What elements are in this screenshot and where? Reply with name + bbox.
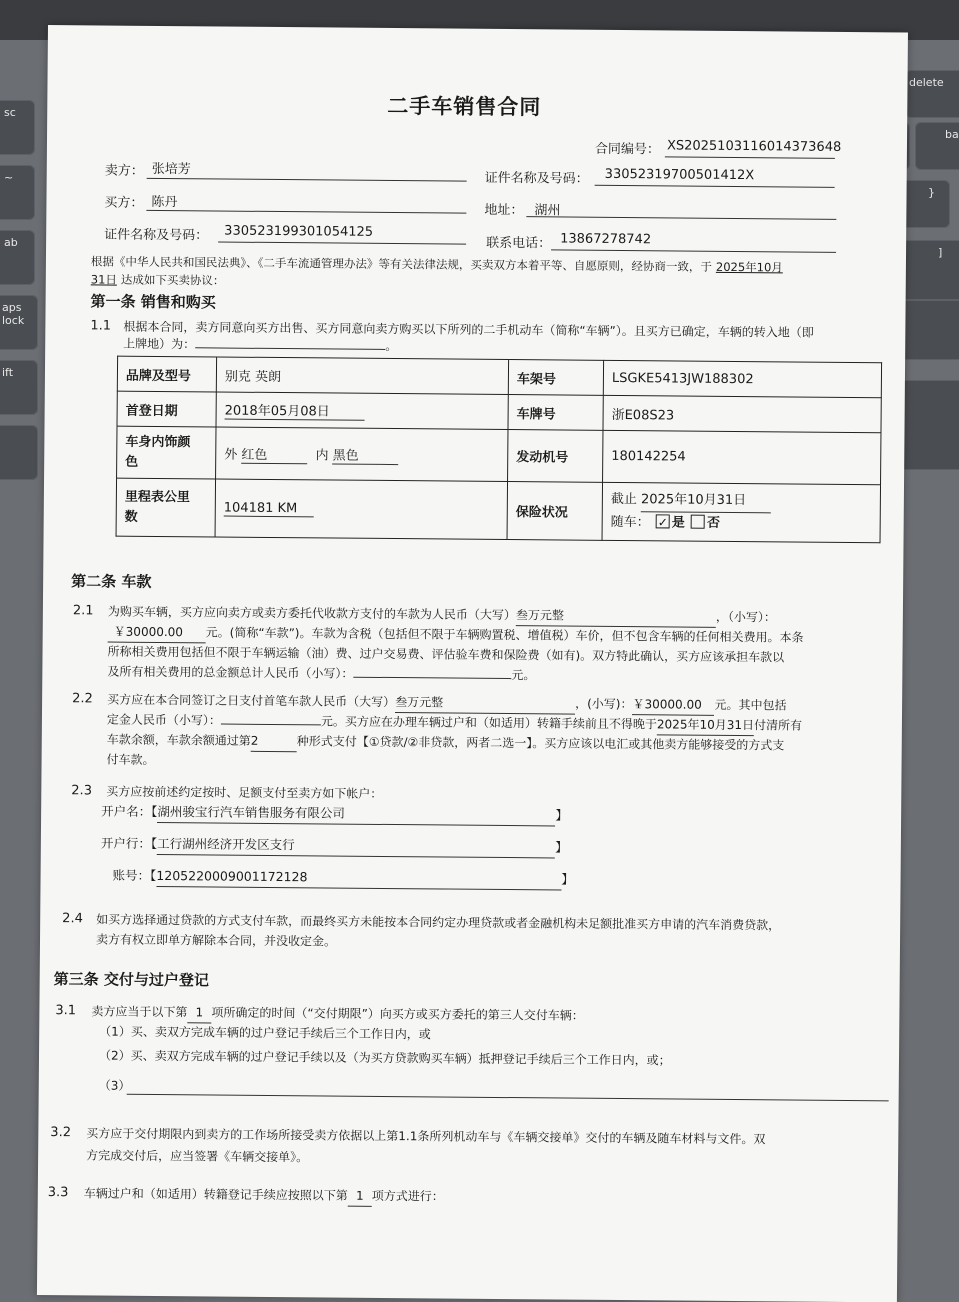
- account-bank: 工行湖州经济开发区支行: [157, 834, 555, 858]
- section-3-2-line-2: 方完成交付后，应当签署《车辆交接单》。: [86, 1148, 309, 1165]
- intro-text: 根据《中华人民共和国民法典》、《二手车流通管理办法》等有关法律法规，买卖双方本着平等、自愿原则，经协商一致，于 2025年10月: [90, 254, 783, 275]
- key-tab: ab: [0, 230, 35, 285]
- buyer-underline: [146, 210, 466, 214]
- section-2-2-line-2: 定金人民币（小写）： 元。买方应在办理车辆过户和（如适用）转籍手续前且不得晚于2025年10月31日付清所有: [107, 710, 802, 737]
- article-1-title: 第一条 销售和购买: [90, 292, 216, 312]
- color-cell: [216, 427, 508, 482]
- section-2-3-line-1: 买方应按前述约定按时、足额支付至卖方如下帐户：: [106, 784, 383, 801]
- reg-date-cell: [216, 392, 508, 430]
- section-3-2-line-1: 买方应于交付期限内到卖方的工作场所接受卖方依据以上第1.1条所列机动车与《车辆交接单》交付的车辆及随车材料与文件。双: [86, 1126, 766, 1147]
- insurance-no-checkbox[interactable]: [691, 515, 705, 529]
- buyer-label: 买方：: [104, 195, 144, 211]
- address-underline: [526, 216, 836, 220]
- table-row: [117, 426, 881, 485]
- vin-value: LSGKE5413JW188302: [603, 360, 881, 397]
- seller-name: 张培芳: [151, 161, 191, 178]
- insurance-cell: 截止 2025年10月31日 随车： ✓ 是 否: [602, 482, 880, 542]
- section-2-1-line-3: 所称相关费用包括但不限于车辆运输（油）费、过户交易费、评估验车费和保险费（如有)。双方特此确认，买方应该承担车款以: [107, 644, 785, 665]
- section-3-2-number: 3.2: [50, 1125, 72, 1141]
- buyer-id-label: 证件名称及号码：: [104, 227, 209, 244]
- contract-title: 二手车销售合同: [387, 93, 542, 120]
- reg-date-label: 首登日期: [117, 391, 216, 427]
- buyer-id-underline: [218, 241, 466, 244]
- key-caps-lock: aps lock: [0, 295, 38, 350]
- odometer-cell: [215, 479, 507, 540]
- section-2-2-line-4: 付车款。: [106, 752, 155, 767]
- contract-no-underline: [665, 156, 835, 158]
- seller-underline: [147, 178, 467, 182]
- contract-no: XS2025103116014373648: [666, 138, 842, 155]
- seller-id: 33052319700501412X: [604, 166, 755, 184]
- buyer-phone: 13867278742: [560, 231, 652, 248]
- buyer-id: 330523199301054125: [224, 223, 374, 240]
- insurance-yes-checkbox[interactable]: [656, 514, 670, 528]
- option-3-underline: [127, 1094, 889, 1102]
- key-brace: }: [880, 180, 950, 228]
- key-ctrl: [0, 425, 38, 480]
- article-2-title: 第二条 车款: [71, 572, 152, 591]
- section-2-1-number: 2.1: [72, 603, 94, 619]
- section-2-1-line-1: 为购买车辆，买方应向卖方或卖方委托代收款方支付的车款为人民币（大写）叁万元整 ，（小写）：: [108, 602, 776, 629]
- odometer-label: 里程表公里 数: [116, 478, 216, 537]
- key-esc: sc: [0, 100, 35, 155]
- account-bank-row: 开户行：【工行湖州经济开发区支行 】: [101, 833, 568, 858]
- section-2-4-line-1: 如买方选择通过贷款的方式支付车款，而最终买方未能按本合同约定办理贷款或者金融机构未足额批准买方申请的汽车消费贷款，: [96, 912, 781, 933]
- section-3-3-number: 3.3: [47, 1185, 69, 1201]
- key-bracket: ]: [890, 240, 959, 300]
- engine-label: 发动机号: [508, 430, 603, 483]
- exterior-label: 外: [224, 447, 238, 463]
- exterior-color: 红色: [241, 443, 307, 464]
- seller-id-underline: [595, 185, 835, 188]
- account-name: 湖州骏宝行汽车销售服务有限公司: [157, 802, 555, 826]
- section-2-2-line-1: 买方应在本合同签订之日支付首笔车款人民币（大写）叁万元整 ，(小写)：￥30000.00 元。其中包括: [107, 690, 787, 717]
- section-3-1-option-3: （3）: [98, 1078, 131, 1093]
- account-number: 1205220009001172128: [156, 866, 561, 891]
- key-delete: delete: [905, 70, 959, 118]
- engine-value: 180142254: [603, 430, 881, 484]
- section-1-1-text: 根据本合同，卖方同意向买方出售、买方同意向卖方购买以下所列的二手机动车（简称“车辆”）。且买方已确定，车辆的转入地（即: [123, 319, 814, 340]
- section-2-2-number: 2.2: [72, 691, 93, 707]
- account-number-row: 账号：【1205220009001172128 】: [112, 866, 573, 891]
- account-name-row: 开户名：【湖州骏宝行汽车销售服务有限公司 】: [101, 801, 568, 826]
- vehicle-info-table: [116, 356, 883, 544]
- section-3-1-option-1: （1）买、卖双方完成车辆的过户登记手续后三个工作日内，或: [99, 1024, 431, 1042]
- section-2-2-line-3: 车款余额，车款余额通过第2 种形式支付【①贷款/②非贷款，两者二选一】。买方应该以电汇或其他卖方能够接受的方式支: [106, 732, 785, 753]
- color-label: 车身内饰颜 色: [117, 426, 216, 479]
- interior-color: 黑色: [333, 444, 399, 465]
- buyer-address: 湖州: [534, 203, 561, 219]
- section-2-1-line-4: 及所有相关费用的总金额总计人民币（小写）： 元。: [107, 664, 536, 683]
- section-1-1-text-2: 上牌地）为： 。: [123, 336, 398, 354]
- key-tilde: ~: [0, 165, 35, 220]
- article-3-title: 第三条 交付与过户登记: [53, 970, 209, 990]
- odometer-value: 104181 KM: [224, 500, 314, 517]
- interior-label: 内: [315, 447, 329, 463]
- section-2-1-line-2: ￥30000.00 元。(简称“车款”)。车款为含税（包括但不限于车辆购置税、增值税）车价，但不包含车辆的任何相关费用。本条: [108, 622, 804, 649]
- contract-no-label: 合同编号：: [594, 141, 661, 158]
- section-3-1-option-2: （2）买、卖双方完成车辆的过户登记手续以及（为买方贷款购买车辆）抵押登记手续后三个工作日内，或；: [98, 1048, 671, 1068]
- table-row: [116, 478, 880, 543]
- insurance-until: 2025年10月31日: [641, 489, 771, 513]
- section-3-1-line-1: 卖方应当于以下第 1 项所确定的时间（“交付期限”）向买方或买方委托的第三人交付车辆：: [91, 1001, 584, 1026]
- brand-label: 品牌及型号: [117, 356, 216, 392]
- section-3-1-number: 3.1: [55, 1003, 77, 1019]
- insurance-label: 保险状况: [507, 482, 603, 541]
- section-2-4-number: 2.4: [62, 911, 83, 927]
- address-label: 地址：: [484, 202, 524, 219]
- section-2-3-number: 2.3: [71, 783, 93, 799]
- key-shift: ift: [0, 360, 38, 415]
- phone-label: 联系电话：: [486, 235, 552, 252]
- reg-date-value: 2018年05月08日: [225, 400, 365, 421]
- key-backspace: ba: [915, 122, 959, 170]
- contract-paper: [37, 25, 908, 1302]
- seller-label: 卖方：: [104, 163, 144, 179]
- phone-underline: [551, 249, 836, 252]
- buyer-name: 陈丹: [151, 194, 178, 211]
- section-1-1-number: 1.1: [90, 318, 112, 334]
- vin-label: 车架号: [508, 360, 603, 396]
- section-2-4-line-2: 卖方有权立即单方解除本合同，并没收定金。: [95, 932, 337, 949]
- intro-text-2: 31日 达成如下买卖协议：: [90, 272, 225, 288]
- brand-value: 别克 英朗: [216, 357, 508, 395]
- key-shift-right: [900, 380, 959, 470]
- seller-id-label: 证件名称及号码：: [484, 170, 589, 187]
- plate-label: 车牌号: [508, 395, 603, 431]
- section-3-3-line-1: 车辆过户和（如适用）转籍登记手续应按照以下第 1 项方式进行：: [84, 1183, 444, 1207]
- plate-value: 浙E08S23: [603, 395, 881, 432]
